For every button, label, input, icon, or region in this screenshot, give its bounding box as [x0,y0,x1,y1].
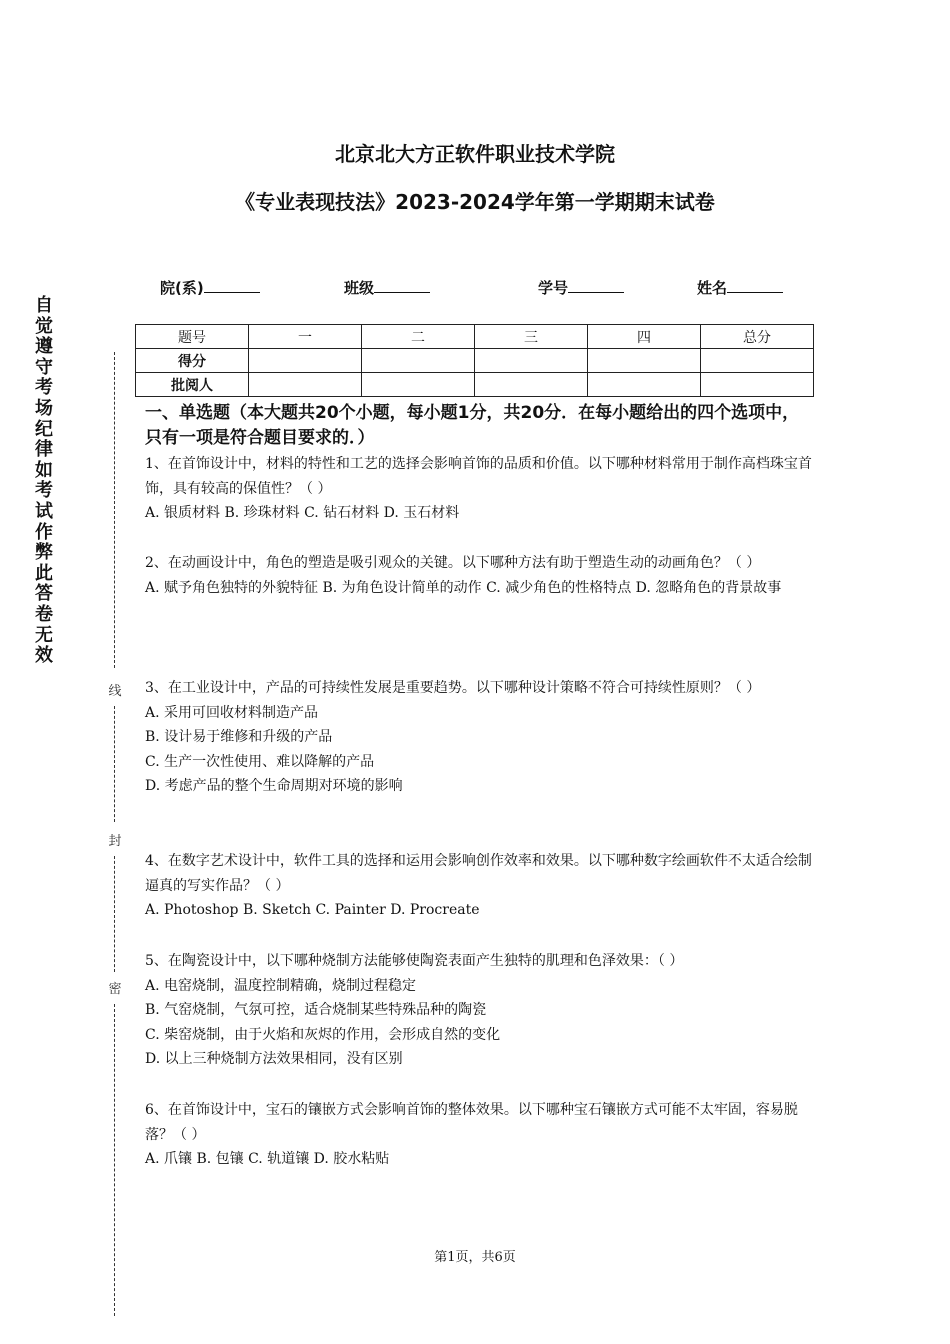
question-4 [145,849,815,923]
section-heading: 一、单选题（本大题共20个小题，每小题1分，共20分．在每小题给出的四个选项中，只有一项是符合题目要求的．） [145,403,800,448]
grader-cell[interactable] [588,373,701,397]
class-field[interactable] [344,277,430,298]
option-b[interactable]: B. 气窑烧制，气氛可控，适合烧制某些特殊品种的陶瓷 [145,1002,487,1018]
grader-cell[interactable] [362,373,475,397]
score-row-label: 得分 [136,349,249,373]
option-d[interactable]: D. 以上三种烧制方法效果相同，没有区别 [145,1051,403,1067]
student-id-label: 学号 [538,279,569,297]
cut-line-segment [114,856,115,972]
department-blank[interactable] [204,278,260,293]
grader-row-label: 批阅人 [136,373,249,397]
department-label: 院(系) [160,279,204,297]
class-blank[interactable] [374,278,430,293]
class-label: 班级 [344,279,375,297]
score-cell[interactable] [701,349,814,373]
question-stem: 3、在工业设计中，产品的可持续性发展是重要趋势。以下哪种设计策略不符合可持续性原则？（ ） [145,680,761,696]
question-options[interactable]: A. 银质材料 B. 珍珠材料 C. 钻石材料 D. 玉石材料 [145,505,460,521]
score-table [135,324,814,397]
grader-cell[interactable] [701,373,814,397]
grader-row [136,373,814,397]
option-c[interactable]: C. 柴窑烧制，由于火焰和灰烬的作用，会形成自然的变化 [145,1026,501,1043]
score-row [136,349,814,373]
option-a[interactable]: A. 采用可回收材料制造产品 [145,704,319,721]
score-cell[interactable] [475,349,588,373]
table-header-cell: 二 [362,325,475,349]
question-stem: 5、在陶瓷设计中，以下哪种烧制方法能够使陶瓷表面产生独特的肌理和色泽效果：（ ） [145,953,684,969]
student-id-blank[interactable] [568,278,624,293]
question-6 [145,1098,815,1172]
table-header-cell: 一 [249,325,362,349]
option-d[interactable]: D. 考虑产品的整个生命周期对环境的影响 [145,778,403,794]
exam-discipline-warning: 自觉遵守考场纪律如考试作弊此答卷无效 [35,295,53,667]
table-header-cell: 总分 [701,325,814,349]
school-title: 北京北大方正软件职业技术学院 [335,142,615,166]
name-label: 姓名 [697,279,728,297]
question-stem: 2、在动画设计中，角色的塑造是吸引观众的关键。以下哪种方法有助于塑造生动的动画角色？（ ） [145,555,761,571]
name-blank[interactable] [727,278,783,293]
question-stem: 6、在首饰设计中，宝石的镶嵌方式会影响首饰的整体效果。以下哪种宝石镶嵌方式可能不太牢固，容易脱落？（ ） [145,1102,798,1143]
cut-line-segment [114,1004,115,1316]
cut-label-line: 线 [107,680,123,699]
grader-cell[interactable] [475,373,588,397]
exam-title: 《专业表现技法》2023-2024学年第一学期期末试卷 [235,190,715,214]
question-5 [145,949,815,1072]
option-b[interactable]: B. 设计易于维修和升级的产品 [145,729,333,745]
question-stem: 1、在首饰设计中，材料的特性和工艺的选择会影响首饰的品质和价值。以下哪种材料常用于制作高档珠宝首饰，具有较高的保值性？（ ） [145,456,812,497]
table-header-cell: 题号 [136,325,249,349]
question-options[interactable]: A. 爪镶 B. 包镶 C. 轨道镶 D. 胶水粘贴 [145,1151,390,1167]
question-stem: 4、在数字艺术设计中，软件工具的选择和运用会影响创作效率和效果。以下哪种数字绘画软件不太适合绘制逼真的写实作品？（ ） [145,853,812,894]
department-field[interactable] [160,277,260,298]
score-table-header-row [136,325,814,349]
question-options[interactable]: A. 赋予角色独特的外貌特征 B. 为角色设计简单的动作 C. 减少角色的性格特点 D. 忽略角色的背景故事 [145,579,782,596]
option-a[interactable]: A. 电窑烧制，温度控制精确，烧制过程稳定 [145,977,417,994]
option-c[interactable]: C. 生产一次性使用、难以降解的产品 [145,753,375,770]
grader-cell[interactable] [249,373,362,397]
name-field[interactable] [697,277,783,298]
question-2 [145,551,815,600]
question-1 [145,452,815,526]
student-id-field[interactable] [538,277,624,298]
page-number: 第1页，共6页 [434,1250,516,1265]
table-header-cell: 三 [475,325,588,349]
cut-line-segment [114,352,115,668]
table-header-cell: 四 [588,325,701,349]
cut-label-secret: 密 [107,978,123,997]
question-3 [145,676,815,799]
score-cell[interactable] [588,349,701,373]
cut-label-seal: 封 [107,830,123,849]
score-cell[interactable] [362,349,475,373]
question-options[interactable]: A. Photoshop B. Sketch C. Painter D. Procreate [145,902,480,918]
cut-line-segment [114,706,115,822]
score-cell[interactable] [249,349,362,373]
